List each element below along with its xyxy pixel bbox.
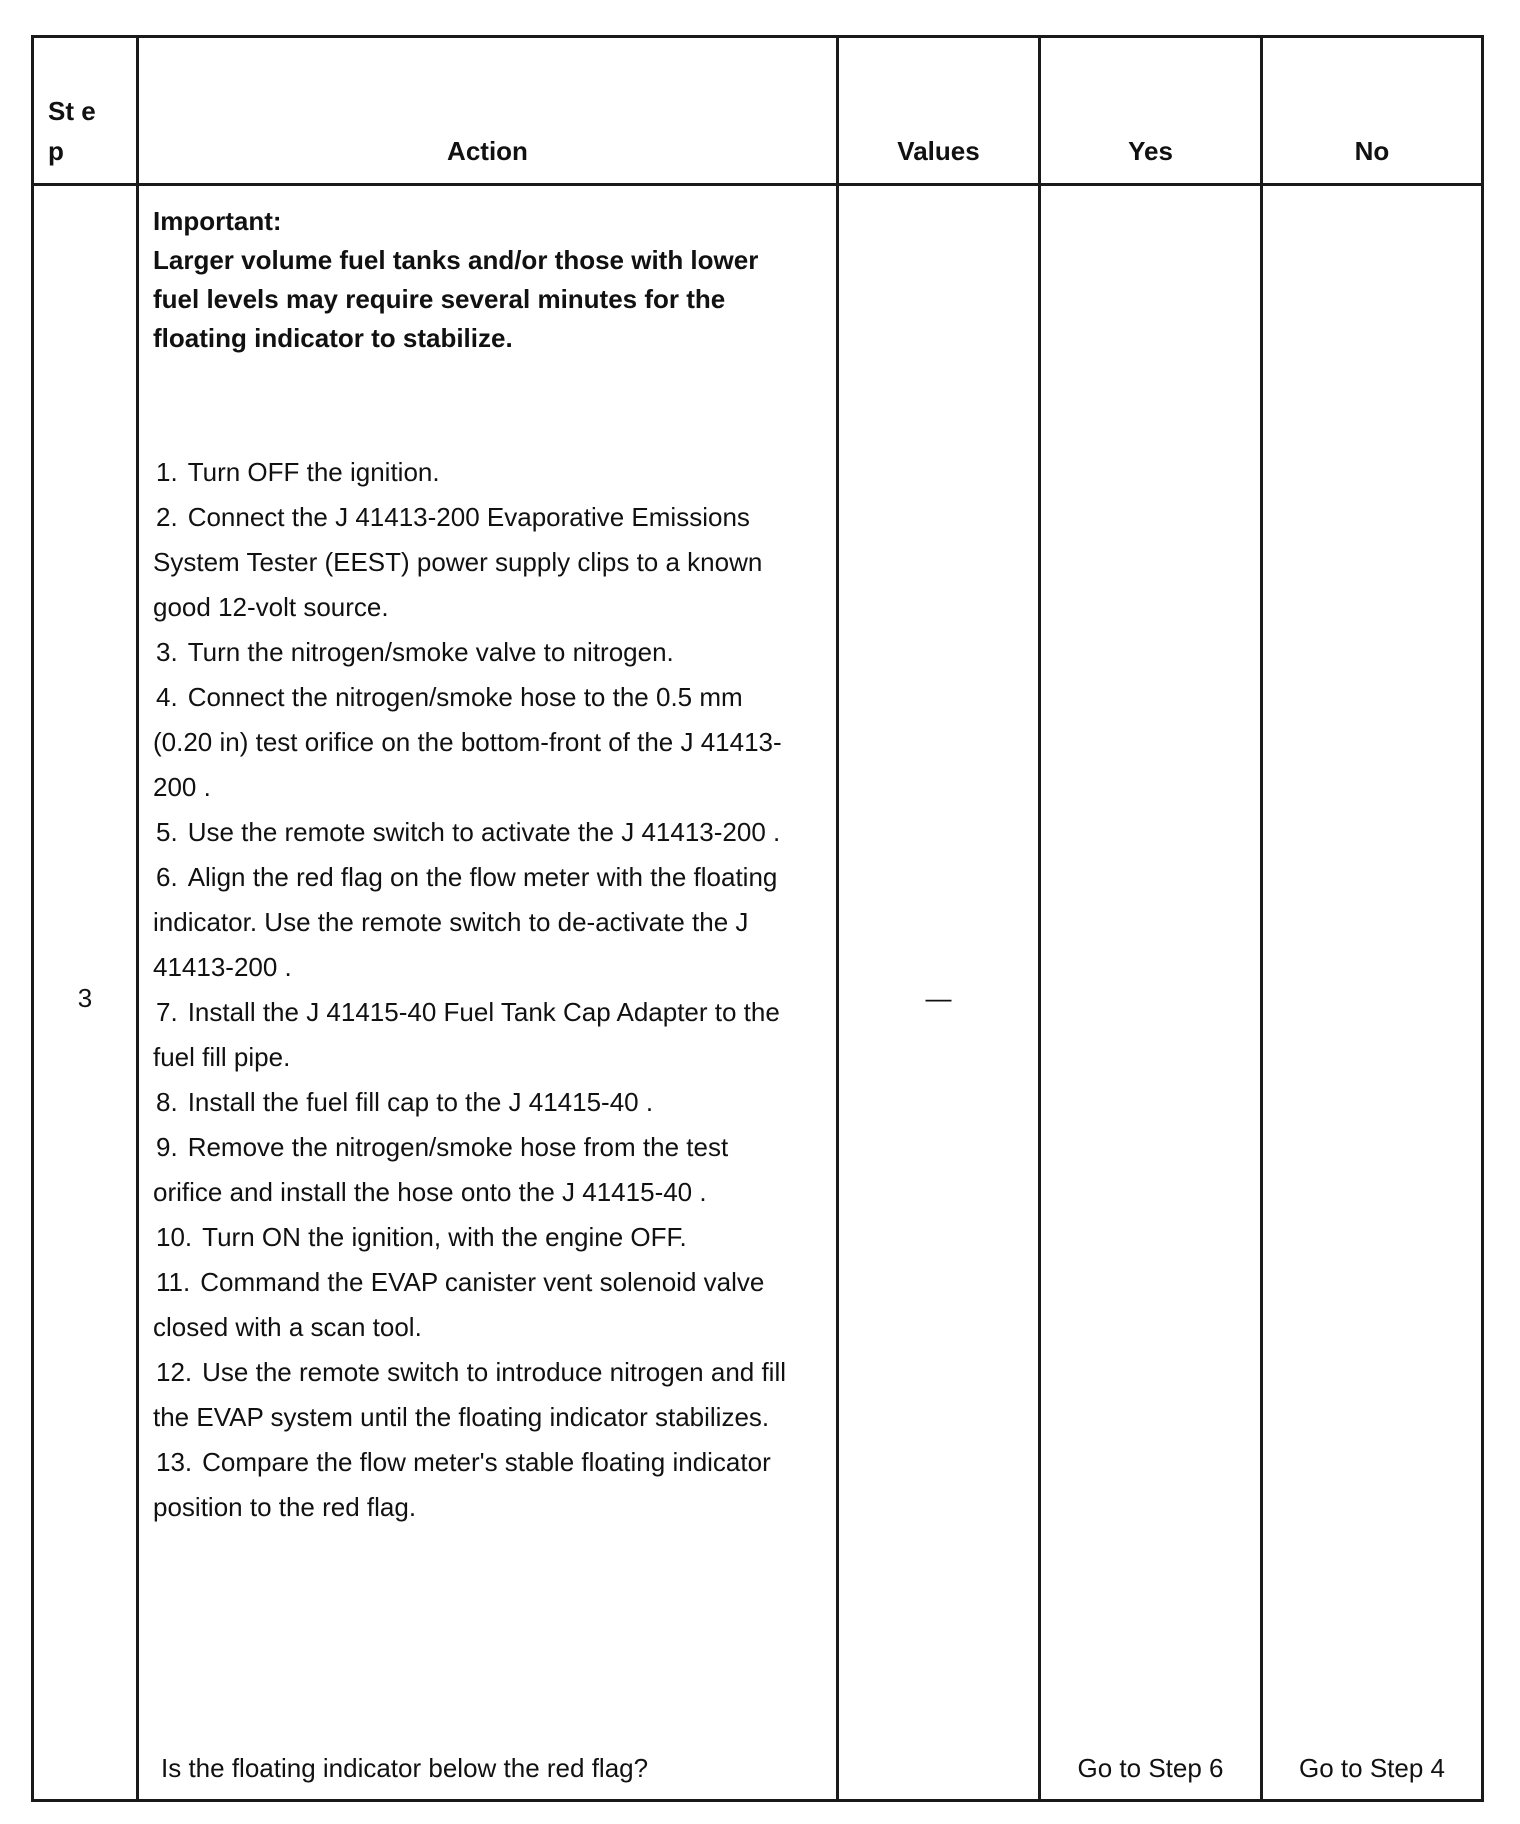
- procedure-step: [153, 1440, 793, 1530]
- step-text: Connect the nitrogen/smoke hose to the 0.5 mm (0.20 in) test orifice on the bottom-front of the J 41413-200 .: [153, 682, 782, 802]
- header-action: Action: [447, 136, 528, 166]
- step-text: Command the EVAP canister vent solenoid valve closed with a scan tool.: [153, 1267, 765, 1342]
- procedure-step: [153, 675, 793, 810]
- step-text: Compare the flow meter's stable floating indicator position to the red flag.: [153, 1447, 771, 1522]
- procedure-step: [153, 1080, 793, 1125]
- procedure-step: [153, 630, 793, 675]
- step-text: Remove the nitrogen/smoke hose from the test orifice and install the hose onto the J 41415-40 .: [153, 1132, 729, 1207]
- step-index: 2.: [156, 502, 178, 532]
- column-divider: [836, 38, 839, 1799]
- header-no: No: [1354, 136, 1390, 166]
- step-index: 10.: [156, 1222, 193, 1252]
- procedure-step: [153, 450, 793, 495]
- step-index: 8.: [156, 1087, 178, 1117]
- step-index: 3.: [156, 637, 178, 667]
- procedure-step: [153, 1260, 793, 1350]
- step-index: 13.: [156, 1447, 193, 1477]
- step-index: 7.: [156, 997, 178, 1027]
- step-text: Use the remote switch to activate the J 41413-200 .: [187, 817, 781, 847]
- column-divider: [1260, 38, 1263, 1799]
- step-index: 12.: [156, 1357, 193, 1387]
- header-divider: [34, 183, 1481, 186]
- no-cell: Go to Step 4: [1299, 1753, 1445, 1783]
- header-yes: Yes: [1128, 136, 1173, 166]
- column-divider: [1038, 38, 1041, 1799]
- procedure-step: [153, 990, 793, 1080]
- procedure-step: [153, 1125, 793, 1215]
- step-index: 6.: [156, 862, 178, 892]
- step-index: 9.: [156, 1132, 178, 1162]
- step-text: Install the fuel fill cap to the J 41415-40 .: [187, 1087, 654, 1117]
- question-text: Is the floating indicator below the red flag?: [161, 1753, 649, 1783]
- header-step: St ep: [48, 96, 96, 166]
- diagnostic-table: [31, 35, 1484, 1802]
- important-note: [153, 202, 793, 358]
- procedure-step: [153, 1215, 793, 1260]
- step-number: 3: [77, 983, 93, 1013]
- procedure-step: [153, 495, 793, 630]
- step-index: 1.: [156, 457, 178, 487]
- column-divider: [136, 38, 139, 1799]
- step-text: Connect the J 41413-200 Evaporative Emissions System Tester (EEST) power supply clips to a known good 12-volt source.: [153, 502, 763, 622]
- procedure-step: [153, 810, 793, 855]
- procedure-steps: [153, 450, 793, 1530]
- step-index: 4.: [156, 682, 178, 712]
- step-text: Use the remote switch to introduce nitrogen and fill the EVAP system until the floating indicator stabilizes.: [153, 1357, 787, 1432]
- procedure-step: [153, 1350, 793, 1440]
- values-cell: —: [925, 983, 952, 1013]
- yes-cell: Go to Step 6: [1077, 1753, 1224, 1783]
- procedure-step: [153, 855, 793, 990]
- important-label: Important:: [153, 206, 282, 236]
- step-text: Turn the nitrogen/smoke valve to nitrogen.: [187, 637, 674, 667]
- step-text: Turn OFF the ignition.: [187, 457, 440, 487]
- step-text: Align the red flag on the flow meter with the floating indicator. Use the remote switch to de-activate the J 41413-200 .: [153, 862, 778, 982]
- step-text: Turn ON the ignition, with the engine OFF.: [202, 1222, 687, 1252]
- step-index: 11.: [156, 1267, 191, 1297]
- step-text: Install the J 41415-40 Fuel Tank Cap Adapter to the fuel fill pipe.: [153, 997, 780, 1072]
- step-index: 5.: [156, 817, 178, 847]
- header-values: Values: [897, 136, 980, 166]
- important-text: Larger volume fuel tanks and/or those with lower fuel levels may require several minutes for the floating indicator to stabilize.: [153, 245, 759, 353]
